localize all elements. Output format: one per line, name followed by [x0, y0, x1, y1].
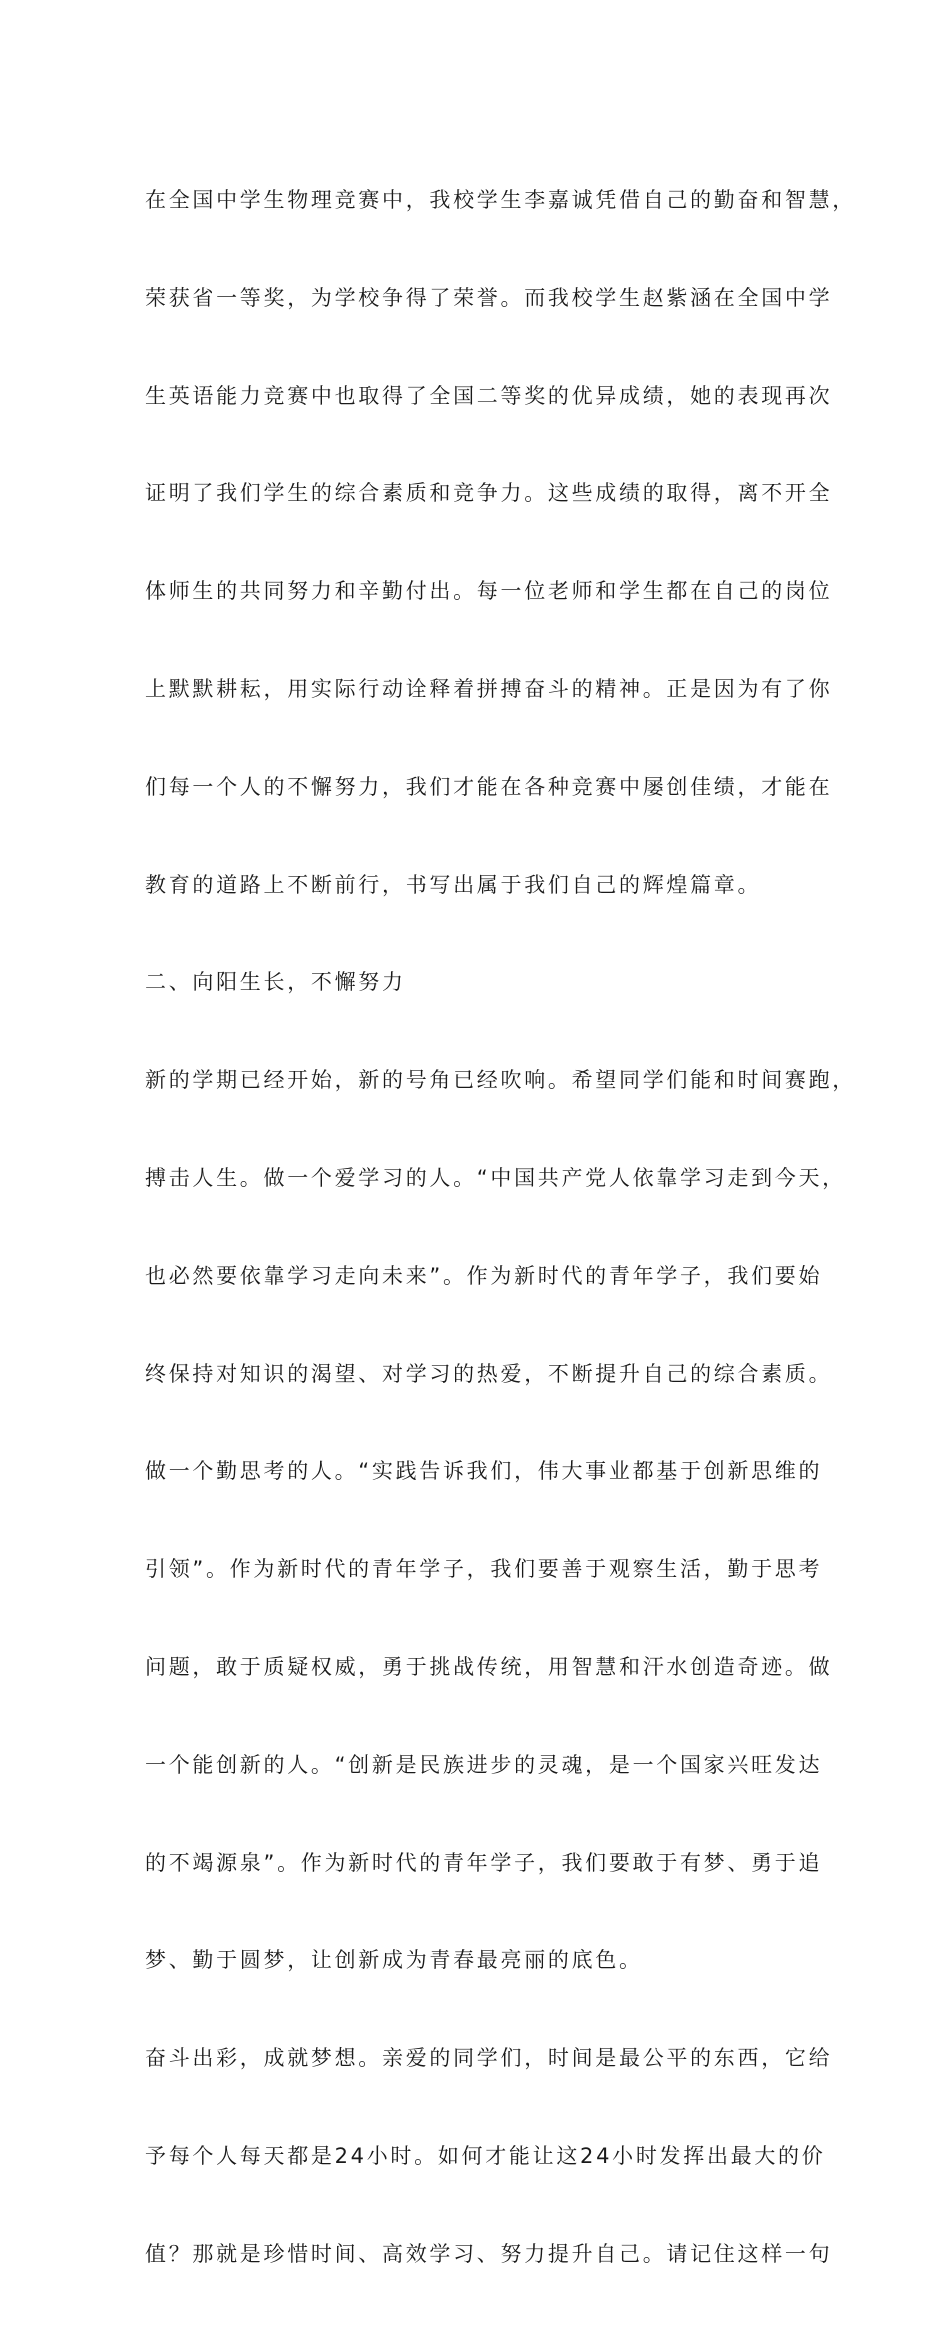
paragraph-line: 问题，敢于质疑权威，勇于挑战传统，用智慧和汗水创造奇迹。做 — [145, 1654, 833, 1679]
paragraph-line: 体师生的共同努力和辛勤付出。每一位老师和学生都在自己的岗位 — [145, 579, 833, 604]
paragraph-line: 教育的道路上不断前行，书写出属于我们自己的辉煌篇章。 — [145, 872, 762, 897]
paragraph-line: 做一个勤思考的人。“实践告诉我们，伟大事业都基于创新思维的 — [145, 1459, 823, 1484]
paragraph-line: 一个能创新的人。“创新是民族进步的灵魂，是一个国家兴旺发达 — [145, 1752, 823, 1777]
paragraph-line: 上默默耕耘，用实际行动诠释着拼搏奋斗的精神。正是因为有了你 — [145, 676, 833, 701]
paragraph-line: 引领”。作为新时代的青年学子，我们要善于观察生活，勤于思考 — [145, 1557, 823, 1582]
paragraph-line: 生英语能力竞赛中也取得了全国二等奖的优异成绩，她的表现再次 — [145, 383, 833, 408]
paragraph-line: 予每个人每天都是24小时。如何才能让这24小时发挥出最大的价 — [145, 2143, 826, 2168]
paragraph-line: 的不竭源泉”。作为新时代的青年学子，我们要敢于有梦、勇于追 — [145, 1850, 823, 1875]
paragraph-line: 证明了我们学生的综合素质和竞争力。这些成绩的取得，离不开全 — [145, 481, 833, 506]
paragraph-line: 也必然要依靠学习走向未来”。作为新时代的青年学子，我们要始 — [145, 1263, 823, 1288]
paragraph-line: 们每一个人的不懈努力，我们才能在各种竞赛中屡创佳绩，才能在 — [145, 774, 833, 799]
document-body — [145, 128, 856, 2328]
paragraph-line: 荣获省一等奖，为学校争得了荣誉。而我校学生赵紫涵在全国中学 — [145, 285, 833, 310]
paragraph-line: 终保持对知识的渴望、对学习的热爱，不断提升自己的综合素质。 — [145, 1361, 833, 1386]
paragraph-line: 搏击人生。做一个爱学习的人。“中国共产党人依靠学习走到今天， — [145, 1165, 846, 1190]
paragraph-line: 值？那就是珍惜时间、高效学习、努力提升自己。请记住这样一句 — [145, 2241, 833, 2266]
paragraph-line: 在全国中学生物理竞赛中，我校学生李嘉诚凭借自己的勤奋和智慧， — [145, 188, 856, 212]
section-heading: 二、向阳生长，不懈努力 — [145, 970, 406, 995]
paragraph-line: 新的学期已经开始，新的号角已经吹响。希望同学们能和时间赛跑， — [145, 1068, 856, 1093]
paragraph-line: 梦、勤于圆梦，让创新成为青春最亮丽的底色。 — [145, 1948, 643, 1973]
paragraph-line: 奋斗出彩，成就梦想。亲爱的同学们，时间是最公平的东西，它给 — [145, 2046, 833, 2071]
